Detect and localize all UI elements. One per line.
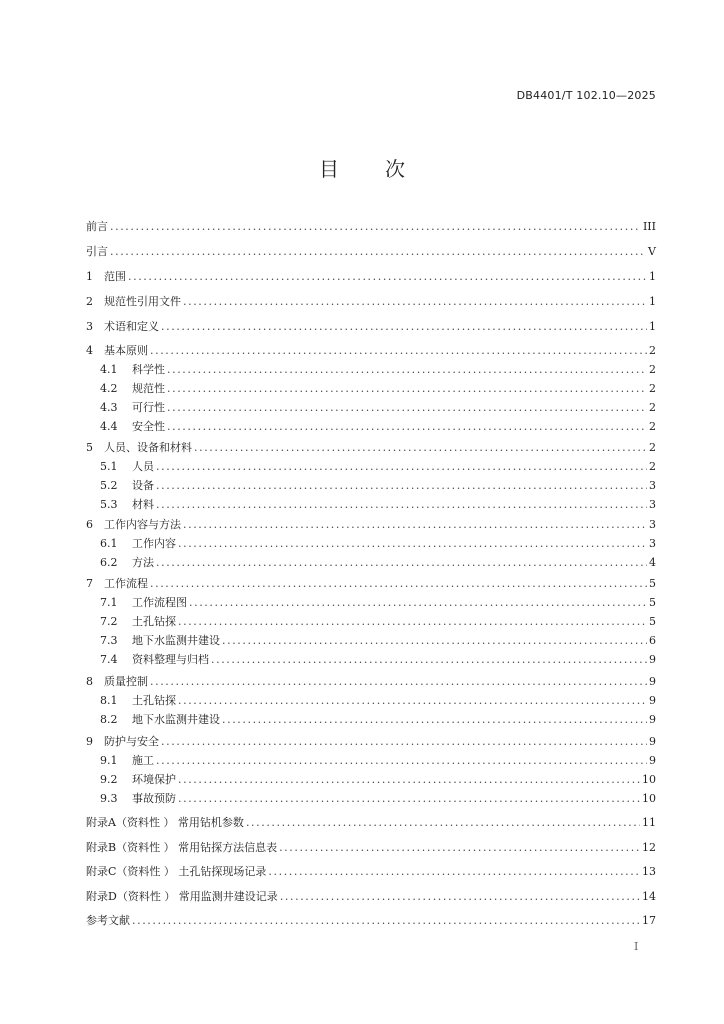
toc-entry-number: 4.2 [100,382,118,395]
toc-entry-number: 8.2 [100,713,118,726]
dot-leader [167,419,647,435]
toc-entry-page: 2 [649,401,656,414]
toc-entry-page: 9 [649,675,656,688]
toc-entry-label: 工作内容 [132,537,176,550]
toc-entry-label: 工作内容与方法 [104,518,181,531]
toc-entry-number: 4 [86,344,93,357]
toc-entry[interactable] [100,419,656,435]
toc-entry-number: 6.2 [100,556,118,569]
dot-leader [110,244,646,260]
toc-entry-number: 7.2 [100,615,118,628]
dot-leader [110,219,641,235]
toc-entry-label: 参考文献 [86,914,130,927]
toc-entry-page: 3 [649,498,656,511]
toc-entry-label: 前言 [86,220,108,233]
toc-entry-page: 9 [649,694,656,707]
toc-entry[interactable] [86,517,656,533]
dot-leader [222,712,647,728]
toc-entry-page: 5 [649,577,656,590]
dot-leader [194,440,647,456]
toc-entry-page: 4 [649,556,656,569]
toc-entry-number: 5.1 [100,460,118,473]
toc-entry-label: 土孔钻探 [132,615,176,628]
toc-entry-number: 8.1 [100,694,118,707]
toc-entry[interactable] [100,595,656,611]
toc-entry-number: 5.3 [100,498,118,511]
toc-entry-number: 7.3 [100,634,118,647]
dot-leader [167,381,647,397]
toc-entry-page: 10 [642,773,656,786]
toc-entry[interactable] [86,319,656,335]
toc-entry[interactable] [100,381,656,397]
toc-entry-label: 事故预防 [132,792,176,805]
toc-entry[interactable] [100,633,656,649]
dot-leader [189,595,647,611]
dot-leader [246,815,640,831]
toc-entry[interactable] [86,576,656,592]
dot-leader [280,889,640,905]
dot-leader [132,913,640,929]
dot-leader [167,400,647,416]
dot-leader [279,840,640,856]
toc-entry-number: 8 [86,675,93,688]
toc-entry-page: 17 [642,914,656,927]
dot-leader [150,576,647,592]
toc-entry[interactable] [86,244,656,260]
toc-entry-number: 2 [86,295,93,308]
toc-entry-page: 2 [649,344,656,357]
toc-entry-number: 5.2 [100,479,118,492]
toc-entry-label: 工作流程图 [132,596,187,609]
toc-entry-page: 9 [649,653,656,666]
toc-entry[interactable] [86,734,656,750]
toc-entry[interactable] [100,362,656,378]
toc-entry-label: 环境保护 [132,773,176,786]
toc-entry-label: 术语和定义 [104,320,159,333]
toc-entry-page: 2 [649,460,656,473]
toc-entry-number: 7 [86,577,93,590]
dot-leader [150,674,647,690]
toc-entry-page: 9 [649,713,656,726]
dot-leader [161,734,647,750]
toc-entry-number: 6 [86,518,93,531]
toc-entry[interactable] [86,440,656,456]
toc-entry-number: 9.1 [100,754,118,767]
toc-entry-number: 7.4 [100,653,118,666]
toc-entry[interactable] [100,459,656,475]
toc-entry-label: 材料 [132,498,154,511]
toc-entry[interactable] [86,269,656,285]
toc-entry-page: 5 [649,615,656,628]
toc-entry-number: 3 [86,320,93,333]
toc-entry[interactable] [86,343,656,359]
toc-entry-label: 科学性 [132,363,165,376]
toc-entry-label: 设备 [132,479,154,492]
toc-entry-page: 1 [649,270,656,283]
toc-entry[interactable] [100,400,656,416]
toc-entry-page: 2 [649,420,656,433]
toc-entry-label: 防护与安全 [104,735,159,748]
toc-entry-page: 6 [649,634,656,647]
toc-entry-label: 施工 [132,754,154,767]
dot-leader [156,753,647,769]
toc-entry-label: 工作流程 [104,577,148,590]
toc-entry-page: 1 [649,295,656,308]
toc-entry-page: 5 [649,596,656,609]
toc-entry[interactable] [86,674,656,690]
dot-leader [156,555,647,571]
dot-leader [178,536,647,552]
dot-leader [178,791,640,807]
dot-leader [150,343,647,359]
toc-entry-label: 规范性 [132,382,165,395]
dot-leader [268,864,640,880]
dot-leader [156,478,647,494]
toc-entry-number: 9.3 [100,792,118,805]
toc-entry-number: 4.1 [100,363,118,376]
dot-leader [211,652,647,668]
toc-entry-number: 5 [86,441,93,454]
toc-entry[interactable] [86,913,656,929]
dot-leader [178,693,647,709]
toc-entry-label: 附录B（资料性 ） 常用钻探方法信息表 [86,841,278,854]
toc-entry-number: 9.2 [100,773,118,786]
toc-entry-label: 地下水监测井建设 [132,713,220,726]
toc-entry-number: 7.1 [100,596,118,609]
title-char-1: 目 [319,157,339,181]
toc-entry[interactable] [100,772,656,788]
toc-entry-label: 土孔钻探 [132,694,176,707]
toc-entry-label: 附录D（资料性 ） 常用监测井建设记录 [86,890,278,903]
toc-entry-label: 规范性引用文件 [104,295,181,308]
dot-leader [178,614,647,630]
toc-entry-page: 3 [649,479,656,492]
dot-leader [128,269,647,285]
toc-entry[interactable] [100,497,656,513]
toc-entry-number: 6.1 [100,537,118,550]
page-title [0,153,724,182]
toc-entry-label: 可行性 [132,401,165,414]
toc-entry-label: 基本原则 [104,344,148,357]
toc-entry-label: 方法 [132,556,154,569]
toc-entry[interactable] [100,791,656,807]
toc-entry-page: 2 [649,363,656,376]
toc-entry-label: 附录C（资料性 ） 土孔钻探现场记录 [86,865,267,878]
toc-entry-page: 11 [642,816,656,829]
toc-entry-label: 地下水监测井建设 [132,634,220,647]
dot-leader [183,294,647,310]
toc-entry[interactable] [100,712,656,728]
toc-entry[interactable] [86,889,656,905]
toc-entry-number: 9 [86,735,93,748]
toc-entry[interactable] [86,864,656,880]
toc-entry-page: 3 [649,537,656,550]
toc-entry[interactable] [100,693,656,709]
toc-entry-label: 安全性 [132,420,165,433]
toc-entry[interactable] [100,478,656,494]
toc-entry-page: V [648,245,656,258]
dot-leader [156,497,647,513]
toc-entry-label: 质量控制 [104,675,148,688]
toc-entry-page: 12 [642,841,656,854]
toc-entry[interactable] [100,753,656,769]
toc-entry-page: 9 [649,735,656,748]
dot-leader [167,362,647,378]
toc-entry[interactable] [86,815,656,831]
toc-entry-number: 4.3 [100,401,118,414]
dot-leader [178,772,640,788]
toc-entry-page: 3 [649,518,656,531]
toc-entry-label: 范围 [104,270,126,283]
toc-entry-label: 人员 [132,460,154,473]
footer-page-number: I [634,940,639,953]
toc-entry-number: 4.4 [100,420,118,433]
toc-entry-page: 9 [649,754,656,767]
toc-entry-page: 14 [642,890,656,903]
dot-leader [183,517,647,533]
toc-entry-page: 1 [649,320,656,333]
toc-entry[interactable] [100,555,656,571]
toc-entry-page: 13 [642,865,656,878]
toc-entry-page: 2 [649,382,656,395]
toc-entry-page: 2 [649,441,656,454]
toc-entry[interactable] [100,652,656,668]
title-char-2: 次 [385,157,405,181]
toc-entry[interactable] [86,219,656,235]
dot-leader [222,633,647,649]
toc-entry-label: 引言 [86,245,108,258]
toc-entry-label: 附录A（资料性 ） 常用钻机参数 [86,816,244,829]
toc-entry[interactable] [100,614,656,630]
toc-entry-label: 人员、设备和材料 [104,441,192,454]
toc-entry-page: III [642,220,656,233]
toc-entry-number: 1 [86,270,93,283]
dot-leader [161,319,647,335]
toc-entry[interactable] [86,840,656,856]
toc-entry[interactable] [100,536,656,552]
toc-entry-page: 10 [642,792,656,805]
toc-entry[interactable] [86,294,656,310]
dot-leader [156,459,647,475]
document-code: DB4401/T 102.10—2025 [516,89,656,102]
toc-entry-label: 资料整理与归档 [132,653,209,666]
